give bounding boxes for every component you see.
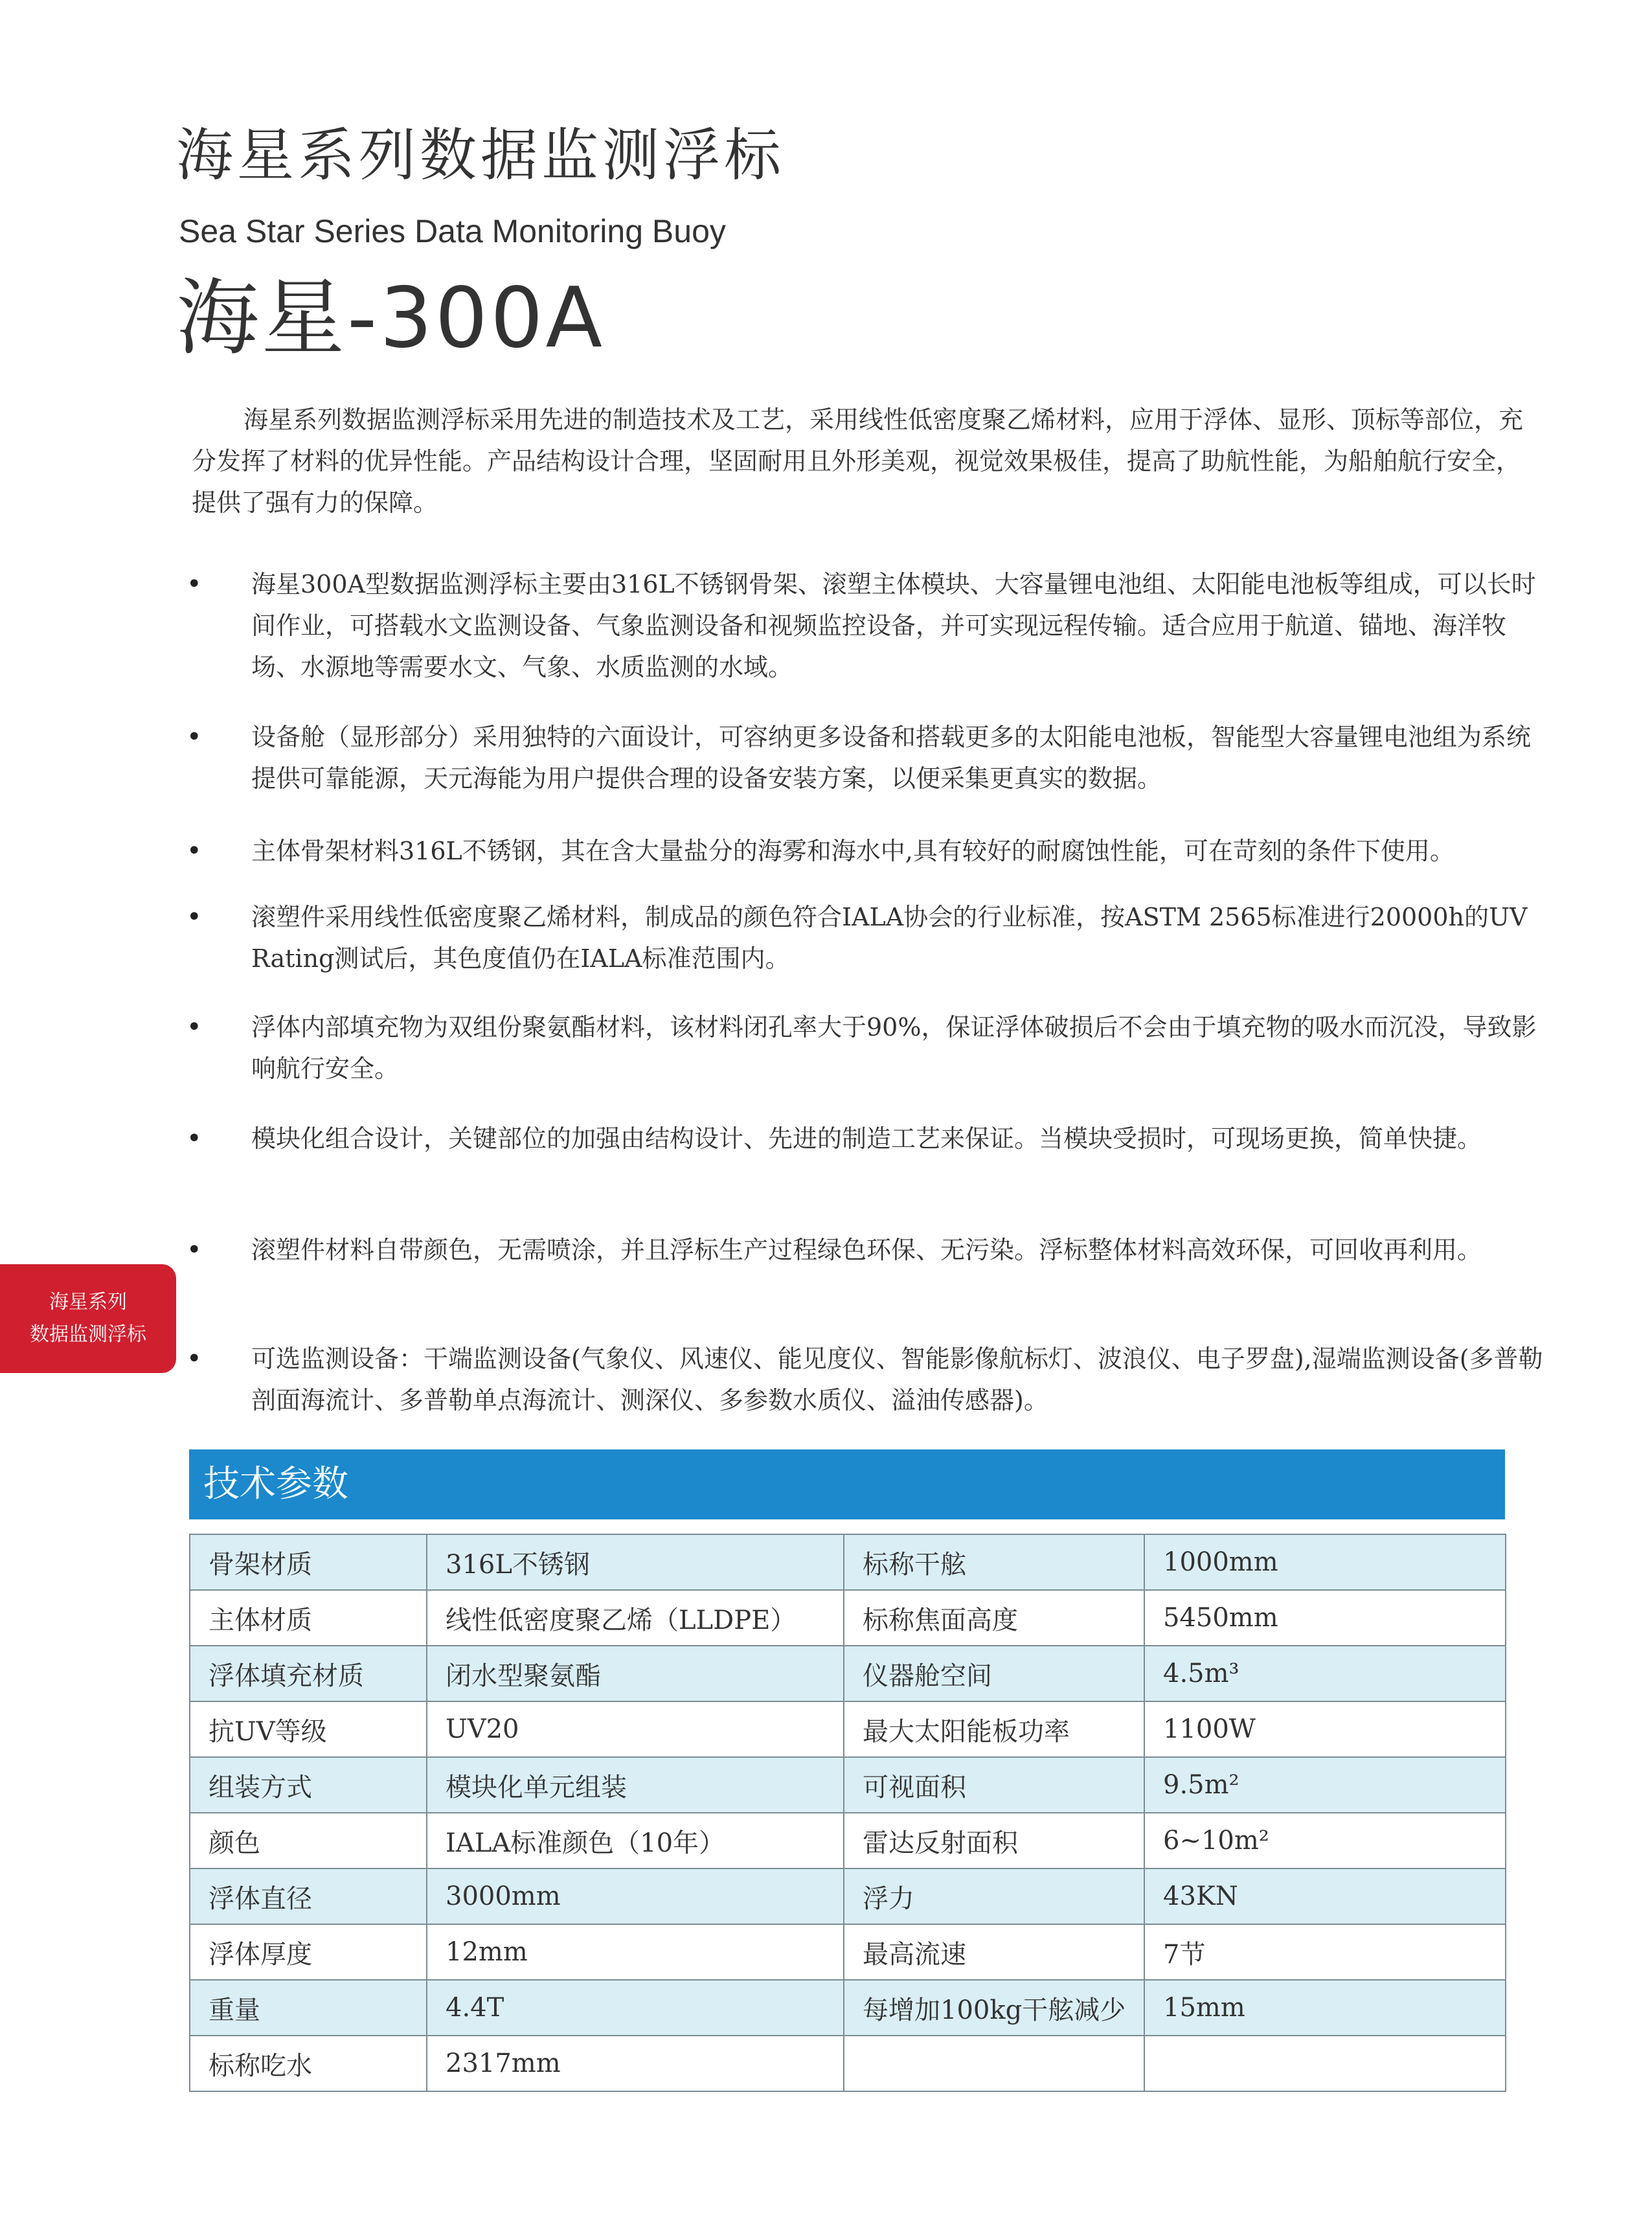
table-row [190,1813,1506,1868]
spec-value: 43KN [1144,1868,1506,1924]
feature-item [187,896,1546,979]
feature-item [187,1338,1546,1421]
spec-value: 线性低密度聚乙烯（LLDPE） [427,1590,844,1646]
spec-table [189,1534,1506,2092]
feature-text: 浮体内部填充物为双组份聚氨酯材料，该材料闭孔率大于90%，保证浮体破损后不会由于填充物的吸水而沉没，导致影响航行安全。 [251,1013,1537,1083]
table-row [190,1701,1506,1757]
bullet-icon: • [187,1344,202,1374]
table-row [190,1646,1506,1701]
spec-value: 12mm [427,1924,844,1980]
spec-key: 浮体填充材质 [190,1646,427,1701]
feature-text: 设备舱（显形部分）采用独特的六面设计，可容纳更多设备和搭载更多的太阳能电池板，智能型大容量锂电池组为系统提供可靠能源，天元海能为用户提供合理的设备安装方案，以便采集更真实的数据。 [251,723,1532,793]
spec-key: 每增加100kg干舷减少 [844,1980,1144,2036]
table-row [190,1590,1506,1646]
spec-value [1144,2036,1506,2091]
spec-key: 浮体厚度 [190,1924,427,1980]
spec-key: 可视面积 [844,1757,1144,1813]
feature-item [187,830,1546,872]
bullet-icon: • [187,902,202,932]
spec-key: 抗UV等级 [190,1701,427,1757]
feature-text: 可选监测设备：干端监测设备(气象仪、风速仪、能见度仪、智能影像航标灯、波浪仪、电子罗盘),湿端监测设备(多普勒剖面海流计、多普勒单点海流计、测深仪、多参数水质仪、溢油传感器)。 [251,1345,1543,1414]
page-title-cn: 海星系列数据监测浮标 [176,122,786,188]
feature-item [187,1229,1546,1271]
spec-key: 标称吃水 [190,2036,427,2091]
feature-item [187,1118,1546,1159]
bullet-icon: • [187,722,202,752]
bullet-icon: • [187,569,202,599]
feature-text: 滚塑件采用线性低密度聚乙烯材料，制成品的颜色符合IALA协会的行业标准，按ASTM 2565标准进行20000h的UV Rating测试后，其色度值仍在IALA标准范围内。 [251,903,1528,973]
intro-paragraph: 海星系列数据监测浮标采用先进的制造技术及工艺，采用线性低密度聚乙烯材料，应用于浮体、显形、顶标等部位，充分发挥了材料的优异性能。产品结构设计合理，坚固耐用且外形美观，视觉效果极佳，提高了助航性能，为船舶航行安全，提供了强有力的保障。 [192,405,1524,517]
spec-key: 重量 [190,1980,427,2036]
bullet-icon: • [187,1235,202,1265]
spec-value: 1000mm [1144,1534,1506,1590]
page-title-en: Sea Star Series Data Monitoring Buoy [179,213,726,249]
spec-key: 颜色 [190,1813,427,1868]
spec-key: 组装方式 [190,1757,427,1813]
feature-item [187,563,1546,688]
side-tab-line2: 数据监测浮标 [30,1323,146,1346]
model-name: 海星-300A [176,270,605,367]
spec-value: 3000mm [427,1868,844,1924]
spec-key: 浮力 [844,1868,1144,1924]
spec-key: 标称焦面高度 [844,1590,1144,1646]
side-tab-line1: 海星系列 [49,1291,127,1313]
spec-value: 闭水型聚氨酯 [427,1646,844,1701]
spec-key [844,2036,1144,2091]
spec-key: 最大太阳能板功率 [844,1701,1144,1757]
bullet-icon: • [187,836,202,866]
spec-value: IALA标准颜色（10年） [427,1813,844,1868]
spec-section-header: 技术参数 [189,1449,1505,1519]
table-row [190,1868,1506,1924]
feature-text: 滚塑件材料自带颜色，无需喷涂，并且浮标生产过程绿色环保、无污染。浮标整体材料高效环保，可回收再利用。 [251,1236,1482,1264]
spec-key: 雷达反射面积 [844,1813,1144,1868]
spec-value: 4.5m³ [1144,1646,1506,1701]
feature-item [187,1006,1546,1089]
table-row [190,1924,1506,1980]
spec-value: 模块化单元组装 [427,1757,844,1813]
spec-key: 浮体直径 [190,1868,427,1924]
feature-text: 主体骨架材料316L不锈钢，其在含大量盐分的海雾和海水中,具有较好的耐腐蚀性能，可在苛刻的条件下使用。 [251,837,1454,865]
feature-text: 模块化组合设计，关键部位的加强由结构设计、先进的制造工艺来保证。当模块受损时，可现场更换，简单快捷。 [251,1124,1482,1153]
side-section-tab [0,1264,176,1373]
spec-value: 15mm [1144,1980,1506,2036]
feature-item [187,716,1546,799]
spec-key: 标称干舷 [844,1534,1144,1590]
spec-value: 5450mm [1144,1590,1506,1646]
spec-value: 9.5m² [1144,1757,1506,1813]
table-row [190,1980,1506,2036]
spec-key: 仪器舱空间 [844,1646,1144,1701]
table-row [190,2036,1506,2091]
spec-value: 4.4T [427,1980,844,2036]
bullet-icon: • [187,1124,202,1153]
spec-key: 骨架材质 [190,1534,427,1590]
spec-value: UV20 [427,1701,844,1757]
spec-value: 1100W [1144,1701,1506,1757]
spec-key: 主体材质 [190,1590,427,1646]
table-row [190,1534,1506,1590]
spec-value: 7节 [1144,1924,1506,1980]
spec-value: 316L不锈钢 [427,1534,844,1590]
bullet-icon: • [187,1012,202,1042]
spec-value: 2317mm [427,2036,844,2091]
table-row [190,1757,1506,1813]
spec-value: 6~10m² [1144,1813,1506,1868]
feature-text: 海星300A型数据监测浮标主要由316L不锈钢骨架、滚塑主体模块、大容量锂电池组、太阳能电池板等组成，可以长时间作业，可搭载水文监测设备、气象监测设备和视频监控设备，并可实现远程传输。适合应用于航道、锚地、海洋牧场、水源地等需要水文、气象、水质监测的水域。 [251,570,1536,681]
spec-key: 最高流速 [844,1924,1144,1980]
